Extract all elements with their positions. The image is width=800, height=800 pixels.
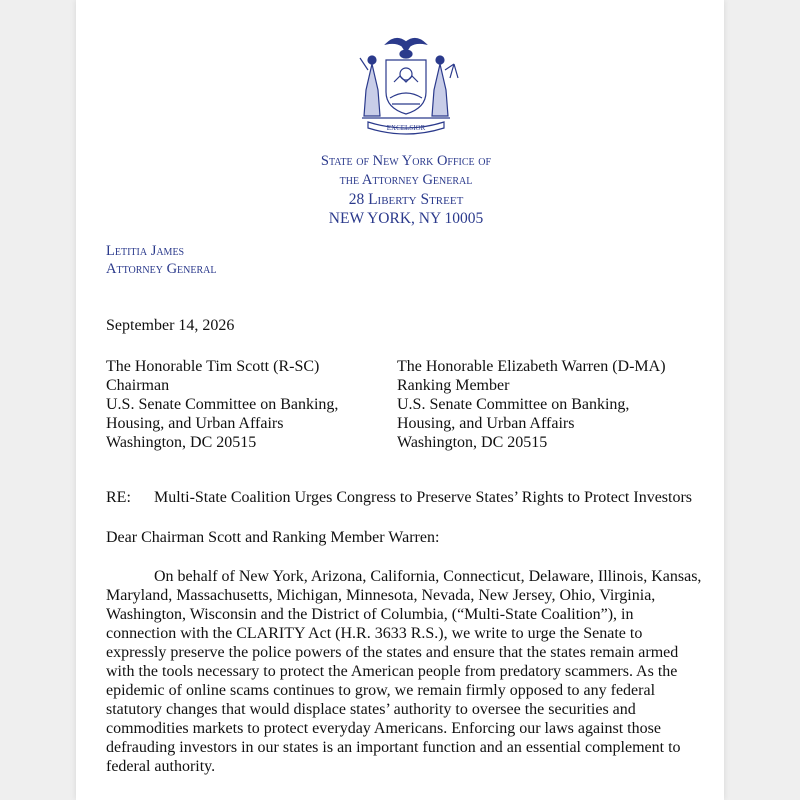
recipient-name: The Honorable Tim Scott (R-SC) <box>106 358 320 375</box>
letter-page <box>76 0 724 800</box>
seal-motto: EXCELSIOR <box>386 124 426 132</box>
recipient-org-line-2: Housing, and Urban Affairs <box>397 415 575 432</box>
recipient-address-left <box>106 357 338 452</box>
sender-name: Letitia James <box>106 243 185 259</box>
office-line-2: the Attorney General <box>339 172 473 188</box>
recipient-city: Washington, DC 20515 <box>106 434 257 451</box>
salutation: Dear Chairman Scott and Ranking Member Warren: <box>106 529 440 546</box>
subject-line <box>106 488 692 507</box>
office-address-street: 28 Liberty Street <box>348 191 464 208</box>
sender-title: Attorney General <box>106 261 217 277</box>
recipient-role: Ranking Member <box>397 377 510 394</box>
subject-text: Multi-State Coalition Urges Congress to Preserve States’ Rights to Protect Investors <box>154 489 693 506</box>
recipient-org-line-2: Housing, and Urban Affairs <box>106 415 284 432</box>
body-paragraph: On behalf of New York, Arizona, California, Connecticut, Delaware, Illinois, Kansas, Maryland, Massachusetts, Michigan, Minnesota, Nevada, New Jersey, Ohio, Virginia, Washington, Wisconsin and the District of Columbia, (“Multi-State Coalition”), in connection with the CLARITY Act (H.R. 3633 R.S.), we write to urge the Senate to expressly preserve the police powers of the states and ensure that the states remain armed with the tools necessary to protect the American people from predatory scammers. As the epidemic of online scams continues to grow, we remain firmly opposed to any federal statutory changes that would displace states’ authority to oversee the securities and commodities markets to protect everyday Americans. Enforcing our laws against those defrauding investors in our states is an important function and an essential complement to federal authority. <box>106 568 702 775</box>
office-letterhead <box>236 152 576 228</box>
recipient-org-line-1: U.S. Senate Committee on Banking, <box>106 396 339 413</box>
recipient-city: Washington, DC 20515 <box>397 434 548 451</box>
office-line-1: State of New York Office of <box>320 153 492 169</box>
subject-label: RE: <box>106 489 131 506</box>
new-york-state-seal-icon <box>350 30 462 136</box>
recipient-address-right <box>397 357 666 452</box>
letter-date: September 14, 2026 <box>106 317 235 334</box>
recipient-org-line-1: U.S. Senate Committee on Banking, <box>397 396 630 413</box>
office-address-city: NEW YORK, NY 10005 <box>328 210 484 227</box>
sender-block <box>106 242 217 278</box>
recipient-name: The Honorable Elizabeth Warren (D-MA) <box>397 358 666 375</box>
recipient-role: Chairman <box>106 377 170 394</box>
